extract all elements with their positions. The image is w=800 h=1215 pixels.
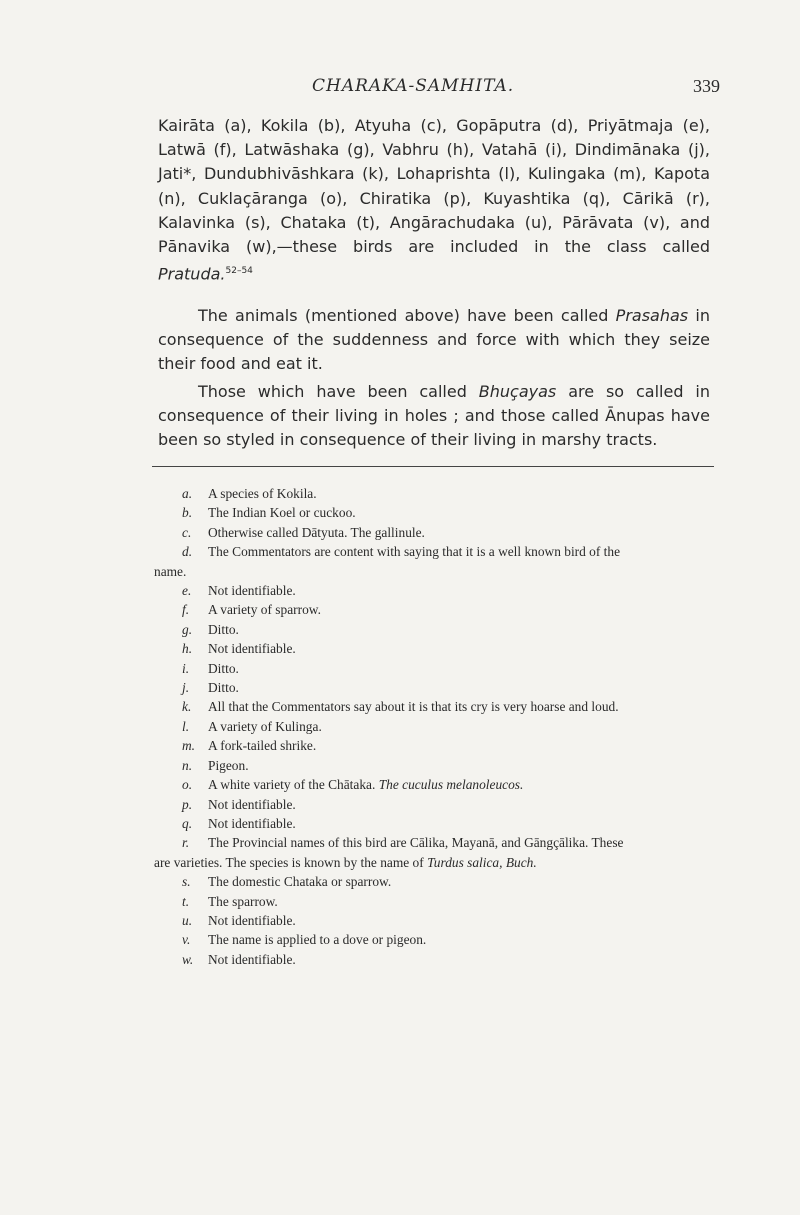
- bhucayas-pre: Those which have been called: [198, 382, 467, 401]
- footnote-j: [158, 678, 714, 697]
- footnote-n: [158, 756, 714, 775]
- footnote-label: v.: [182, 932, 191, 948]
- footnote-text: Not identifiable.: [208, 951, 296, 967]
- footnote-c: [158, 523, 714, 542]
- footnote-text: A fork-tailed shrike.: [208, 738, 317, 754]
- footnote-h: [158, 639, 714, 658]
- footnote-label: i.: [182, 660, 190, 676]
- page-number: 339: [693, 76, 720, 96]
- footnote-i: [158, 659, 714, 678]
- footnote-text: The Provincial names of this bird are Cālika, Mayanā, and Gāngçālika. These: [208, 835, 624, 851]
- term-bhucayas: Bhuçayas: [478, 382, 557, 401]
- footnote-text: All that the Commentators say about it is that its cry is very hoarse and loud.: [208, 699, 619, 715]
- footnote-text: Ditto.: [208, 660, 239, 676]
- footnote-text: Not identifiable.: [208, 912, 296, 928]
- footnote-a: [158, 484, 714, 503]
- footnote-label: c.: [182, 524, 192, 540]
- footnote-text: A variety of Kulinga.: [208, 718, 322, 734]
- footnote-label: w.: [182, 951, 194, 967]
- footnote-text: Not identifiable.: [208, 796, 296, 812]
- footnote-m: [158, 736, 714, 755]
- footnote-scientific-name: Turdus salica, Buch.: [427, 854, 537, 870]
- footnote-text: The domestic Chataka or sparrow.: [208, 874, 392, 890]
- footnote-text: A variety of sparrow.: [208, 602, 321, 618]
- footnote-label: l.: [182, 718, 190, 734]
- footnote-label: k.: [182, 699, 192, 715]
- bhucayas-post: are so called in consequence of their living in holes ; and those called Ānupas have been so styled in consequence of their living in marshy tracts.: [158, 382, 710, 450]
- footnote-continuation: [154, 562, 714, 581]
- page-header: [150, 76, 720, 104]
- footnote-v: [158, 930, 714, 949]
- footnote-scientific-name: The cuculus melanoleucos.: [378, 777, 524, 793]
- footnote-s: [158, 872, 714, 891]
- footnote-label: o.: [182, 777, 193, 793]
- footnote-p: [158, 795, 714, 814]
- footnote-text: A species of Kokila.: [208, 486, 317, 501]
- footnote-text: Not identifiable.: [208, 641, 296, 657]
- footnote-label: u.: [182, 912, 193, 928]
- verse-reference: 52–54: [225, 266, 253, 277]
- footnote-label: r.: [182, 835, 190, 851]
- footnote-u: [158, 911, 714, 930]
- footnote-g: [158, 620, 714, 639]
- footnote-label: a.: [182, 486, 193, 501]
- prasahas-pre: The animals (mentioned above) have been called: [198, 306, 609, 325]
- footnote-label: m.: [182, 738, 196, 754]
- footnote-label: h.: [182, 641, 193, 657]
- footnote-label: t.: [182, 893, 190, 909]
- footnote-label: j.: [182, 680, 190, 696]
- footnote-text: Pigeon.: [208, 757, 249, 773]
- footnote-divider: [152, 466, 714, 467]
- footnote-d: [154, 542, 714, 581]
- footnote-label: d.: [182, 544, 193, 560]
- footnote-q: [158, 814, 714, 833]
- footnote-t: [158, 892, 714, 911]
- footnote-o: [158, 775, 714, 794]
- footnote-text: Not identifiable.: [208, 583, 296, 599]
- term-pratuda: Pratuda.: [158, 264, 226, 284]
- footnote-text: The name is applied to a dove or pigeon.: [208, 932, 427, 948]
- footnote-label: b.: [182, 505, 193, 521]
- footnote-continuation: [154, 853, 714, 872]
- footnote-b: [158, 503, 714, 522]
- footnote-text: Ditto.: [208, 621, 239, 637]
- footnote-w: [158, 950, 714, 969]
- footnote-label: n.: [182, 757, 193, 773]
- footnote-e: [158, 581, 714, 600]
- footnote-text: Not identifiable.: [208, 815, 296, 831]
- paragraph-prasahas: [158, 304, 710, 380]
- paragraph-bird-list: [158, 114, 710, 304]
- footnote-continuation-text: name.: [154, 563, 187, 579]
- running-title: CHARAKA-SAMHITA.: [312, 76, 515, 96]
- footnote-text: The Commentators are content with saying that it is a well known bird of the: [208, 544, 621, 560]
- main-text: [158, 114, 710, 453]
- footnote-label: g.: [182, 621, 193, 637]
- bird-list-text: Kairāta (a), Kokila (b), Atyuha (c), Gopāputra (d), Priyātmaja (e), Latwā (f), Latwāshaka (g), Vabhru (h), Vatahā (i), Dindimānaka (j), Jati*, Dundubhivāshkara (k), Lohaprishta (l), Kulingaka (m), Kapota (n), Cuklaçāranga (o), Chiratika (p), Kuyashtika (q), Cārikā (r), Kalavinka (s), Chataka (t), Angārachudaka (u), Pārāvata (v), and Pānavika (w),—these birds are included in the class called: [158, 116, 710, 257]
- footnote-f: [158, 600, 714, 619]
- footnote-k: [158, 697, 714, 716]
- prasahas-post: in consequence of the suddenness and force with which they seize their food and eat it.: [158, 306, 710, 374]
- paragraph-bhucayas: [158, 380, 710, 453]
- footnote-text: The sparrow.: [208, 893, 278, 909]
- footnote-text: A white variety of the Chātaka.: [208, 777, 376, 793]
- footnote-label: q.: [182, 815, 193, 831]
- footnote-label: e.: [182, 583, 192, 599]
- term-prasahas: Prasahas: [615, 306, 689, 325]
- footnote-label: f.: [182, 602, 190, 618]
- footnotes: [154, 484, 714, 969]
- footnote-text: Ditto.: [208, 680, 239, 696]
- footnote-continuation-text: are varieties. The species is known by the name of: [154, 854, 424, 870]
- footnote-l: [158, 717, 714, 736]
- footnote-text: The Indian Koel or cuckoo.: [208, 505, 356, 521]
- footnote-text: Otherwise called Dātyuta. The gallinule.: [208, 524, 425, 540]
- footnote-r: [154, 833, 714, 872]
- footnote-label: p.: [182, 796, 193, 812]
- footnote-label: s.: [182, 874, 191, 890]
